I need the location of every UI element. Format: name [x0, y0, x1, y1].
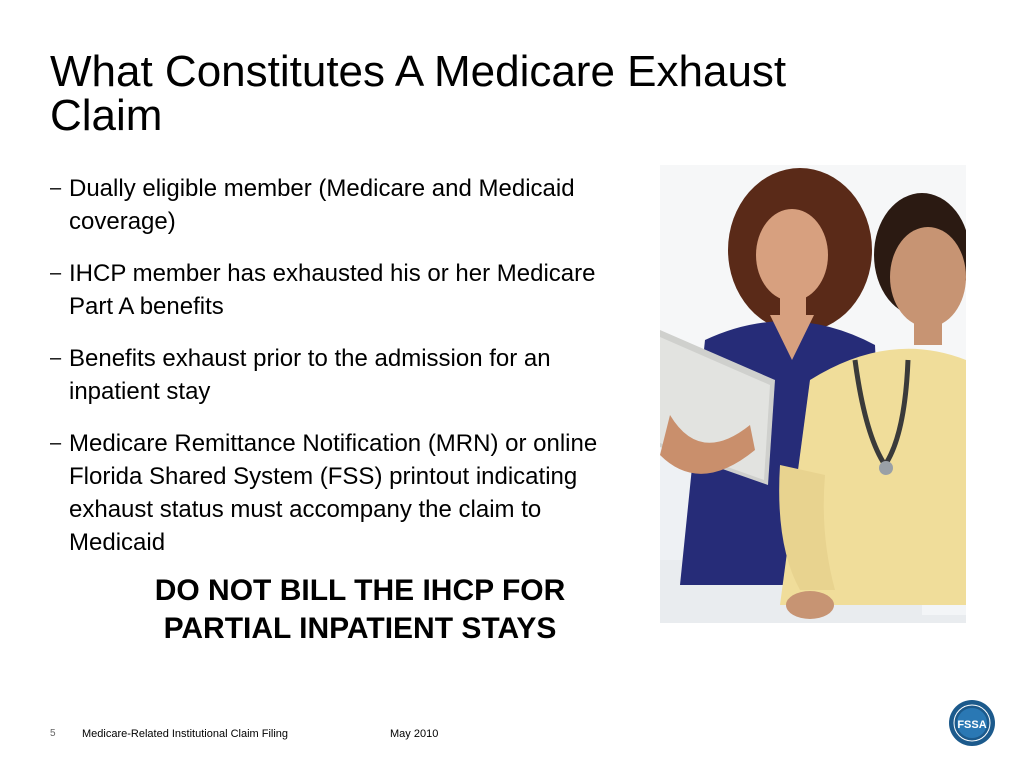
bullet-item [50, 257, 640, 323]
bullet-list [50, 172, 640, 578]
fssa-seal-icon [948, 699, 996, 747]
footer-page-number: 5 [50, 728, 56, 739]
fssa-logo [948, 699, 996, 747]
bullet-marker: – [50, 177, 62, 199]
warning-line-1: DO NOT BILL THE IHCP FOR [154, 574, 566, 607]
footer-presentation-title: Medicare-Related Institutional Claim Filing [82, 728, 289, 740]
warning-callout [100, 572, 620, 648]
bullet-text: IHCP member has exhausted his or her Medicare Part A benefits [69, 260, 596, 320]
bullet-item [50, 172, 640, 238]
bullet-marker: – [50, 347, 62, 369]
bullet-text: Medicare Remittance Notification (MRN) or online Florida Shared System (FSS) printout indicating exhaust status must accompany the claim to Medicaid [69, 430, 598, 556]
nurses-photo [660, 165, 966, 623]
warning-line-2: PARTIAL INPATIENT STAYS [163, 612, 557, 645]
bullet-text: Dually eligible member (Medicare and Medicaid coverage) [69, 175, 575, 235]
nurses-photo-illustration [660, 165, 966, 623]
slide-title: What Constitutes A Medicare Exhaust Claim [50, 47, 787, 140]
bullet-item [50, 342, 640, 408]
logo-text: FSSA [957, 719, 987, 731]
bullet-item [50, 427, 640, 559]
bullet-text: Benefits exhaust prior to the admission for an inpatient stay [69, 345, 551, 405]
bullet-marker: – [50, 432, 62, 454]
footer-date: May 2010 [390, 728, 439, 740]
bullet-marker: – [50, 262, 62, 284]
